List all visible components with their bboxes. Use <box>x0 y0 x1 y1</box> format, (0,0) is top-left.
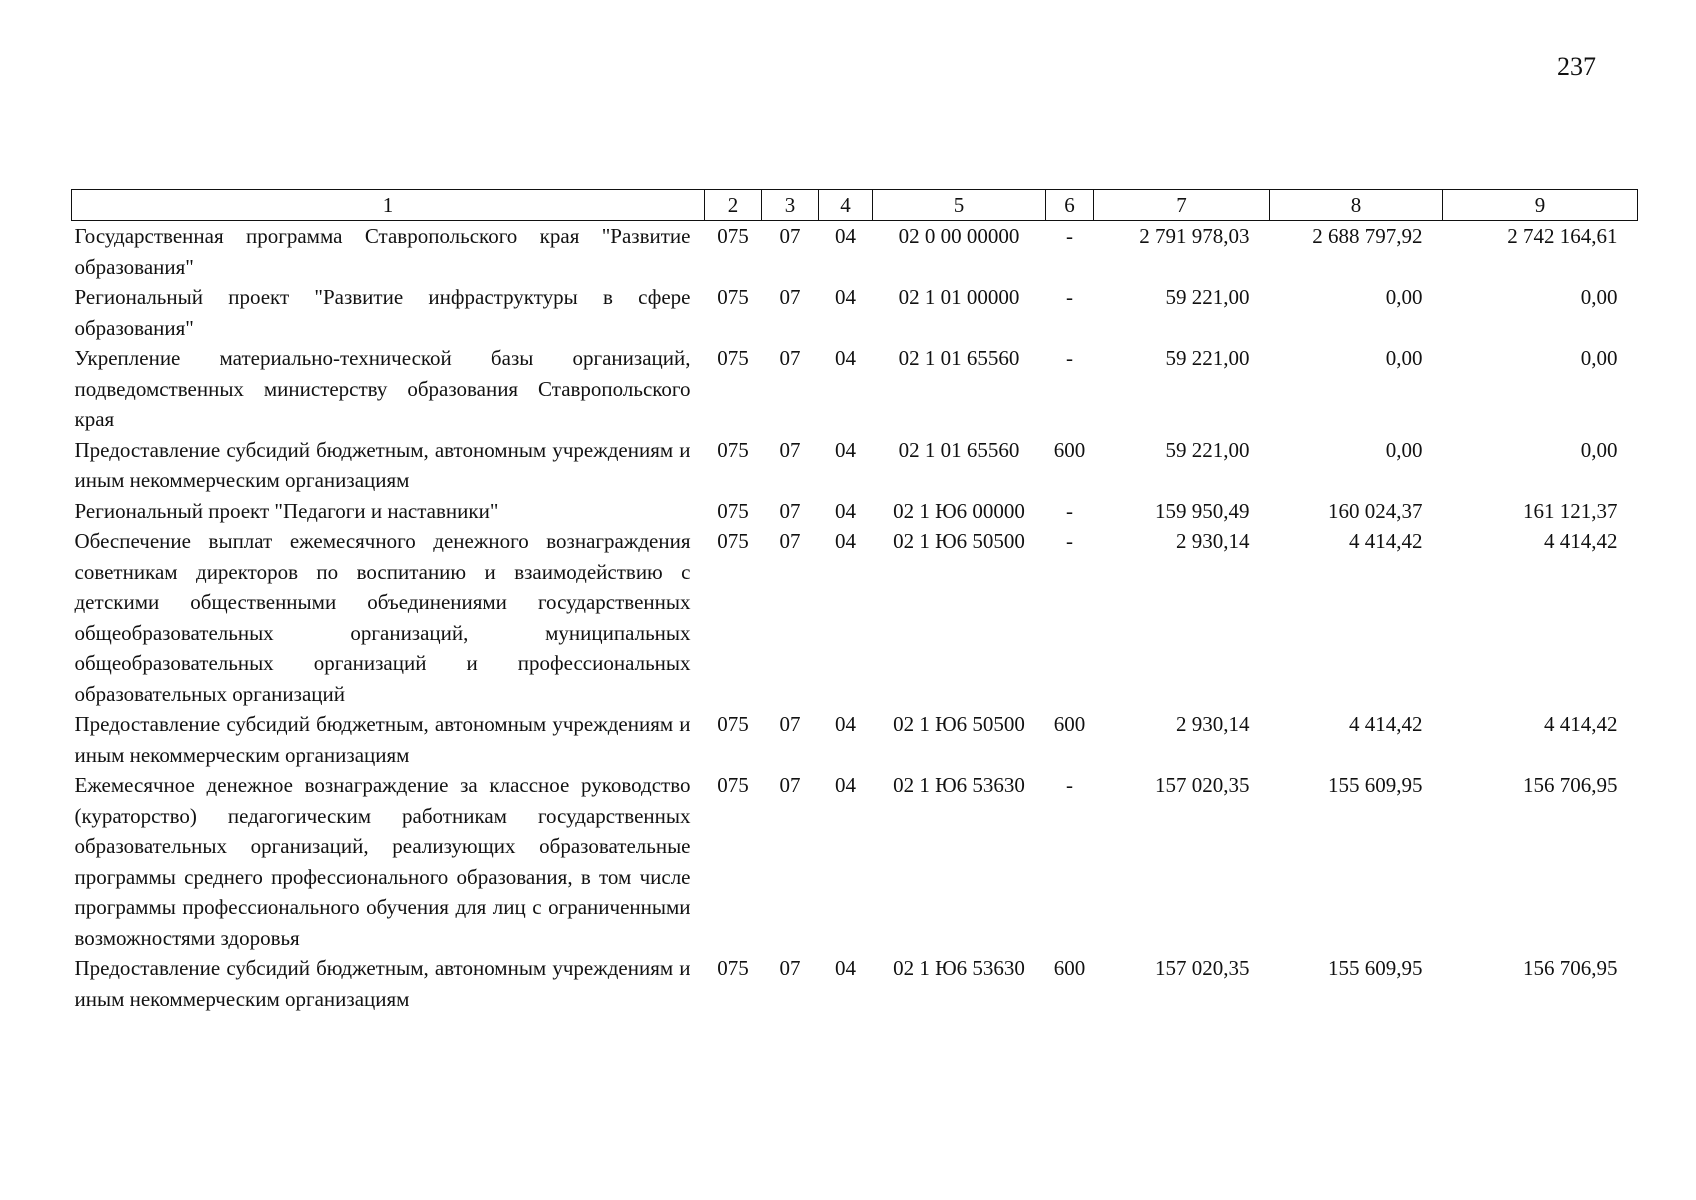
row-amount-col8: 2 688 797,92 <box>1312 224 1423 248</box>
row-expense-type: - <box>1066 529 1073 553</box>
row-ministry-code: 075 <box>717 285 749 309</box>
row-amount-col8: 0,00 <box>1385 437 1423 462</box>
column-header-3: 3 <box>762 190 819 221</box>
row-expense-type: 600 <box>1053 956 1086 980</box>
row-ministry-code: 075 <box>717 529 749 553</box>
row-subsection-code: 04 <box>835 498 856 523</box>
row-amount-col8: 0,00 <box>1385 346 1423 370</box>
table-header-row <box>72 190 1638 221</box>
row-amount-col7: 2 930,14 <box>1176 712 1250 736</box>
row-amount-col7: 2 791 978,03 <box>1139 224 1250 248</box>
column-header-1: 1 <box>72 190 705 221</box>
table-row <box>72 343 1638 435</box>
row-expense-type: - <box>1066 773 1073 797</box>
row-target-code: 02 1 01 65560 <box>898 437 1020 462</box>
row-section-code: 07 <box>779 346 801 370</box>
row-amount-col7: 59 221,00 <box>1165 346 1250 370</box>
table-row <box>72 526 1638 709</box>
column-header-8: 8 <box>1270 190 1443 221</box>
row-subsection-code: 04 <box>835 224 856 248</box>
row-subsection-code: 04 <box>835 773 856 797</box>
row-subsection-code: 04 <box>835 346 856 370</box>
row-amount-col9: 156 706,95 <box>1523 956 1618 980</box>
row-section-code: 07 <box>779 956 801 980</box>
row-name: Укрепление материально-технической базы организаций, подведомственных министерству образования Ставропольского края <box>74 346 691 431</box>
row-amount-col9: 156 706,95 <box>1523 773 1618 797</box>
row-name: Предоставление субсидий бюджетным, автономным учреждениям и иным некоммерческим организациям <box>74 956 691 1011</box>
table-row <box>72 282 1638 343</box>
row-expense-type: - <box>1066 285 1073 309</box>
column-header-5: 5 <box>873 190 1046 221</box>
row-ministry-code: 075 <box>717 773 749 797</box>
row-amount-col8: 160 024,37 <box>1328 498 1423 523</box>
row-target-code: 02 1 Ю6 00000 <box>893 498 1025 523</box>
row-section-code: 07 <box>779 224 801 248</box>
row-amount-col7: 157 020,35 <box>1155 956 1250 980</box>
row-expense-type: - <box>1066 224 1073 248</box>
page-number: 237 <box>1557 52 1596 81</box>
row-target-code: 02 1 Ю6 53630 <box>893 956 1025 980</box>
column-header-9: 9 <box>1443 190 1638 221</box>
row-target-code: 02 1 Ю6 50500 <box>893 712 1025 736</box>
row-expense-type: 600 <box>1053 437 1086 462</box>
row-target-code: 02 1 01 00000 <box>898 285 1020 309</box>
row-amount-col7: 159 950,49 <box>1155 498 1250 523</box>
row-amount-col7: 2 930,14 <box>1176 529 1250 553</box>
table-row <box>72 770 1638 953</box>
row-amount-col7: 59 221,00 <box>1165 285 1250 309</box>
row-name: Предоставление субсидий бюджетным, автономным учреждениям и иным некоммерческим организациям <box>74 712 691 767</box>
row-ministry-code: 075 <box>717 437 749 462</box>
row-name: Ежемесячное денежное вознаграждение за классное руководство (кураторство) педагогическим работникам государственных образовательных организаций, реализующих образовательные программы среднего профессионального образования, в том числе программы профессионального обучения для лиц с ограниченными возможностями здоровья <box>74 773 691 950</box>
row-expense-type: - <box>1066 498 1073 523</box>
row-name: Обеспечение выплат ежемесячного денежного вознаграждения советникам директоров по воспитанию и взаимодействию с детскими общественными объединениями государственных общеобразовательных организаций, муниципальных общеобразовательных организаций и профессиональных образовательных организаций <box>74 529 691 706</box>
table-row <box>72 221 1638 283</box>
table-row <box>72 496 1638 527</box>
row-name: Региональный проект "Педагоги и наставники" <box>74 498 499 523</box>
row-target-code: 02 1 Ю6 53630 <box>893 773 1025 797</box>
row-ministry-code: 075 <box>717 346 749 370</box>
row-section-code: 07 <box>779 712 801 736</box>
row-target-code: 02 1 01 65560 <box>898 346 1020 370</box>
row-ministry-code: 075 <box>717 712 749 736</box>
column-header-4: 4 <box>819 190 873 221</box>
row-amount-col9: 0,00 <box>1580 437 1618 462</box>
row-amount-col8: 155 609,95 <box>1328 773 1423 797</box>
row-amount-col9: 2 742 164,61 <box>1507 224 1618 248</box>
row-name: Предоставление субсидий бюджетным, автономным учреждениям и иным некоммерческим организациям <box>74 437 691 492</box>
row-amount-col9: 4 414,42 <box>1544 529 1618 553</box>
row-subsection-code: 04 <box>835 956 856 980</box>
row-subsection-code: 04 <box>835 712 856 736</box>
row-amount-col9: 161 121,37 <box>1523 498 1618 523</box>
row-amount-col9: 0,00 <box>1580 285 1618 309</box>
table-row <box>72 435 1638 496</box>
column-header-7: 7 <box>1094 190 1270 221</box>
row-expense-type: - <box>1066 346 1073 370</box>
table-row <box>72 953 1638 1014</box>
row-amount-col9: 4 414,42 <box>1544 712 1618 736</box>
row-section-code: 07 <box>779 529 801 553</box>
row-subsection-code: 04 <box>835 529 856 553</box>
row-expense-type: 600 <box>1053 712 1086 736</box>
row-ministry-code: 075 <box>717 956 749 980</box>
table-row <box>72 709 1638 770</box>
row-section-code: 07 <box>779 773 801 797</box>
row-name: Государственная программа Ставропольского края "Развитие образования" <box>74 224 691 279</box>
row-target-code: 02 0 00 00000 <box>898 224 1020 248</box>
row-amount-col9: 0,00 <box>1580 346 1618 370</box>
column-header-6: 6 <box>1046 190 1094 221</box>
row-section-code: 07 <box>779 437 801 462</box>
column-header-2: 2 <box>705 190 762 221</box>
budget-table <box>71 189 1638 1014</box>
row-amount-col8: 155 609,95 <box>1328 956 1423 980</box>
row-section-code: 07 <box>779 498 801 523</box>
row-ministry-code: 075 <box>717 224 749 248</box>
row-section-code: 07 <box>779 285 801 309</box>
row-amount-col7: 157 020,35 <box>1155 773 1250 797</box>
row-name: Региональный проект "Развитие инфраструктуры в сфере образования" <box>74 285 691 340</box>
row-target-code: 02 1 Ю6 50500 <box>893 529 1025 553</box>
row-amount-col7: 59 221,00 <box>1165 437 1250 462</box>
row-ministry-code: 075 <box>717 498 749 523</box>
row-amount-col8: 4 414,42 <box>1349 529 1423 553</box>
row-subsection-code: 04 <box>835 285 856 309</box>
row-amount-col8: 4 414,42 <box>1349 712 1423 736</box>
row-amount-col8: 0,00 <box>1385 285 1423 309</box>
row-subsection-code: 04 <box>835 437 856 462</box>
